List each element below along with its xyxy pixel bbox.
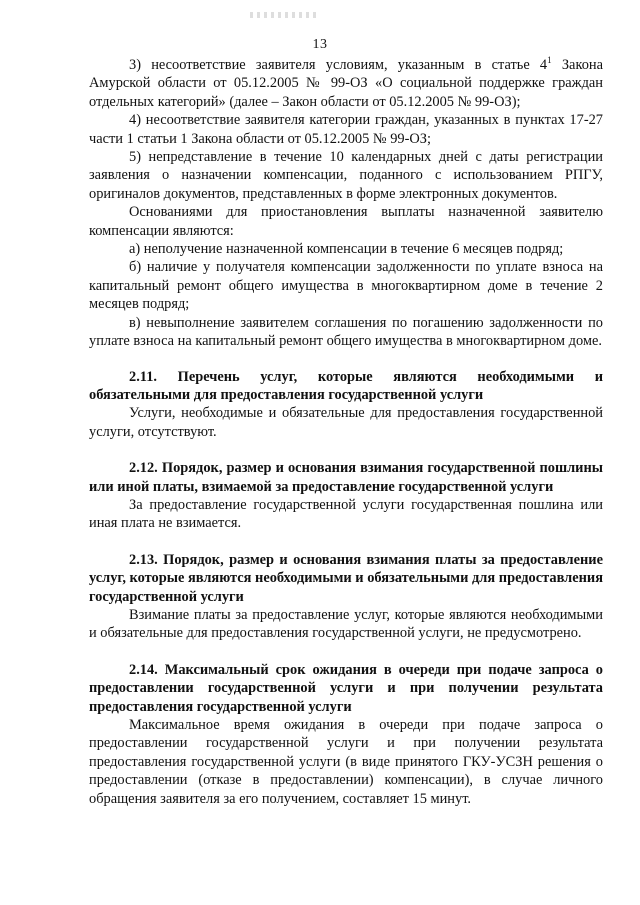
paragraph-item-3-cont: Закона Амурской области от 05.12.2005 № 99-ОЗ «О социальной поддержке граждан отдельных категорий» (далее – Закон области от 05.12.2005 № 99-ОЗ); [89,57,603,110]
paragraph-item-3-text: 3) несоответствие заявителя условиям, указанным в статье 4 [129,57,548,73]
paragraph-item-b: б) наличие у получателя компенсации задолженности по уплате взноса на капитальный ремонт общего имущества в многоквартирном доме в течение 2 месяцев подряд; [89,259,603,313]
section-body-2-14: Максимальное время ожидания в очереди при подаче запроса о предоставлении государственной услуги и при получении результата предоставления государственной услуги (в виде принятого ГКУ-УСЗН решения о предоставлении (отказе в предоставлении) компенсации), в случае личного обращения заявителя за его получением, составляет 15 минут. [89,717,603,807]
paragraph-suspension-grounds: Основаниями для приостановления выплаты назначенной заявителю компенсации являются: [89,204,603,239]
scan-artifact [250,12,320,18]
paragraph-item-3 [89,56,603,111]
section-body-2-11: Услуги, необходимые и обязательные для предоставления государственной услуги, отсутствуют. [89,405,603,440]
paragraph-item-5: 5) непредставление в течение 10 календарных дней с даты регистрации заявления о назначении компенсации, поданного с использованием РПГУ, оригиналов документов, представленных в форме электронных документов. [89,149,603,202]
paragraph-item-4: 4) несоответствие заявителя категории граждан, указанных в пунктах 17-27 части 1 статьи 1 Закона области от 05.12.2005 № 99-ОЗ; [89,112,603,147]
page-number: 13 [312,37,328,52]
paragraph-item-v: в) невыполнение заявителем соглашения по погашению задолженности по уплате взноса на капитальный ремонт общего имущества в многоквартирном доме. [89,314,603,350]
section-heading-2-13: 2.13. Порядок, размер и основания взимания платы за предоставление услуг, которые являются необходимыми и обязательными для предоставления государственной услуги [89,551,603,605]
article-superscript: 1 [547,55,552,65]
paragraph-item-a: а) неполучение назначенной компенсации в течение 6 месяцев подряд; [129,241,564,258]
section-heading-2-14: 2.14. Максимальный срок ожидания в очереди при подаче запроса о предоставлении государственной услуги и при получении результата предоставления государственной услуги [89,661,603,715]
section-heading-2-12: 2.12. Порядок, размер и основания взимания государственной пошлины или иной платы, взимаемой за предоставление государственной услуги [89,460,603,495]
section-heading-2-11: 2.11. Перечень услуг, которые являются необходимыми и обязательными для предоставления государственной услуги [89,368,603,403]
section-body-2-13: Взимание платы за предоставление услуг, которые являются необходимыми и обязательные для предоставления государственной услуги, не предусмотрено. [89,606,603,642]
section-body-2-12: За предоставление государственной услуги государственная пошлина или иная плата не взимается. [89,496,603,532]
document-body [89,56,603,808]
